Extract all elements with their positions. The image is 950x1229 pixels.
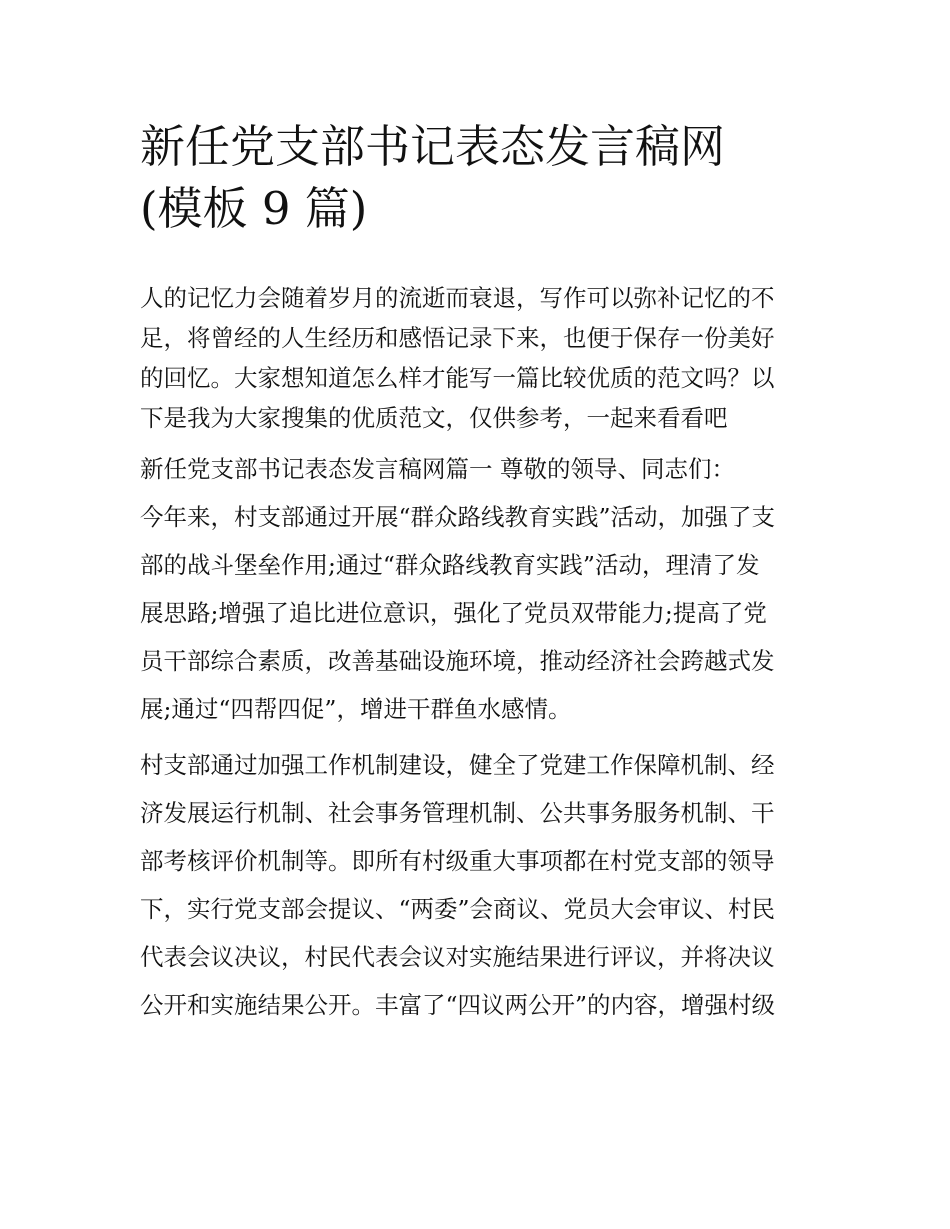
paragraph2-line-3: 展思路;增强了追比进位意识，强化了党员双带能力;提高了党 — [140, 599, 767, 627]
intro-paragraph — [140, 278, 820, 438]
section-heading-text: 新任党支部书记表态发言稿网篇一 尊敬的领导、同志们： — [140, 455, 735, 483]
paragraph3-line-2: 济发展运行机制、社会事务管理机制、公共事务服务机制、干 — [140, 799, 775, 827]
intro-line-2: 足，将曾经的人生经历和感悟记录下来，也便于保存一份美好 — [140, 324, 775, 352]
title-line-1: 新任党支部书记表态发言稿网 — [140, 120, 726, 173]
body-paragraph-2 — [140, 493, 820, 733]
intro-line-1: 人的记忆力会随着岁月的流逝而衰退，写作可以弥补记忆的不 — [140, 284, 775, 312]
paragraph3-line-5: 代表会议决议，村民代表会议对实施结果进行评议，并将决议 — [140, 943, 775, 971]
body-paragraph-3 — [140, 741, 820, 1029]
paragraph3-line-3: 部考核评价机制等。即所有村级重大事项都在村党支部的领导 — [140, 847, 775, 875]
paragraph3-line-4: 下，实行党支部会提议、“两委”会商议、党员大会审议、村民 — [140, 895, 776, 923]
paragraph2-line-1: 今年来，村支部通过开展“群众路线教育实践”活动，加强了支 — [140, 503, 776, 531]
paragraph2-line-4: 员干部综合素质，改善基础设施环境，推动经济社会跨越式发 — [140, 647, 775, 675]
section-heading — [140, 449, 820, 489]
paragraph2-line-5: 展;通过“四帮四促”，增进干群鱼水感情。 — [140, 695, 572, 723]
intro-line-3: 的回忆。大家想知道怎么样才能写一篇比较优质的范文吗？以 — [140, 364, 775, 392]
document-body — [140, 278, 820, 1029]
title-line-2: (模板 9 篇) — [140, 182, 368, 235]
paragraph3-line-1: 村支部通过加强工作机制建设，健全了党建工作保障机制、经 — [140, 751, 775, 779]
paragraph2-line-2: 部的战斗堡垒作用;通过“群众路线教育实践”活动，理清了发 — [140, 551, 760, 579]
intro-line-4: 下是我为大家搜集的优质范文，仅供参考，一起来看看吧 — [140, 404, 728, 432]
paragraph3-line-6: 公开和实施结果公开。丰富了“四议两公开”的内容，增强村级 — [140, 991, 776, 1019]
document-title — [140, 116, 820, 240]
